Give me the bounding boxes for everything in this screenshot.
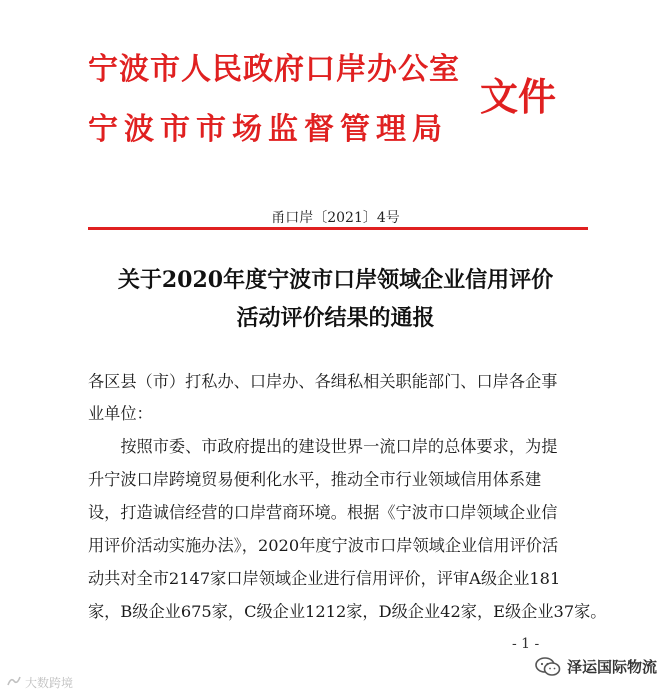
watermark-left-text: 大数跨境 [25, 676, 74, 690]
paragraph-line: 动共对全市2147家口岸领域企业进行信用评价，评审A级企业181 [88, 569, 561, 588]
paragraph-line: 升宁波口岸跨境贸易便利化水平，推动全市行业领域信用体系建 [88, 470, 542, 489]
paragraph-line: 用评价活动实施办法》，2020年度宁波市口岸领域企业信用评价活 [88, 536, 559, 555]
addressee-line-1: 各区县（市）打私办、口岸办、各缉私相关职能部门、口岸各企事 [88, 372, 558, 391]
watermark-right-text: 泽运国际物流 [566, 658, 657, 676]
document-number: 甬口岸〔2021〕4号 [271, 210, 400, 226]
document-title-line-2: 活动评价结果的通报 [236, 305, 435, 331]
red-divider [88, 227, 588, 230]
addressee-line-2: 业单位： [88, 404, 153, 423]
paragraph-line: 按照市委、市政府提出的建设世界一流口岸的总体要求，为提 [88, 437, 558, 456]
issuer-market-supervision: 宁波市市场监督管理局 [88, 112, 448, 147]
paragraph-line: 家，B级企业675家，C级企业1212家，D级企业42家，E级企业37家。 [88, 602, 607, 621]
wechat-icon [535, 657, 561, 677]
wechat-watermark [535, 656, 657, 677]
watermark-logo-icon [6, 675, 22, 690]
left-watermark [6, 674, 73, 691]
document-title-line-1: 关于2020年度宁波市口岸领域企业信用评价 [117, 267, 554, 293]
paragraph-line: 设，打造诚信经营的口岸营商环境。根据《宁波市口岸领域企业信 [88, 503, 558, 522]
document-label: 文件 [480, 75, 557, 119]
page-number: - 1 - [512, 636, 540, 652]
issuer-port-office: 宁波市人民政府口岸办公室 [88, 52, 460, 87]
